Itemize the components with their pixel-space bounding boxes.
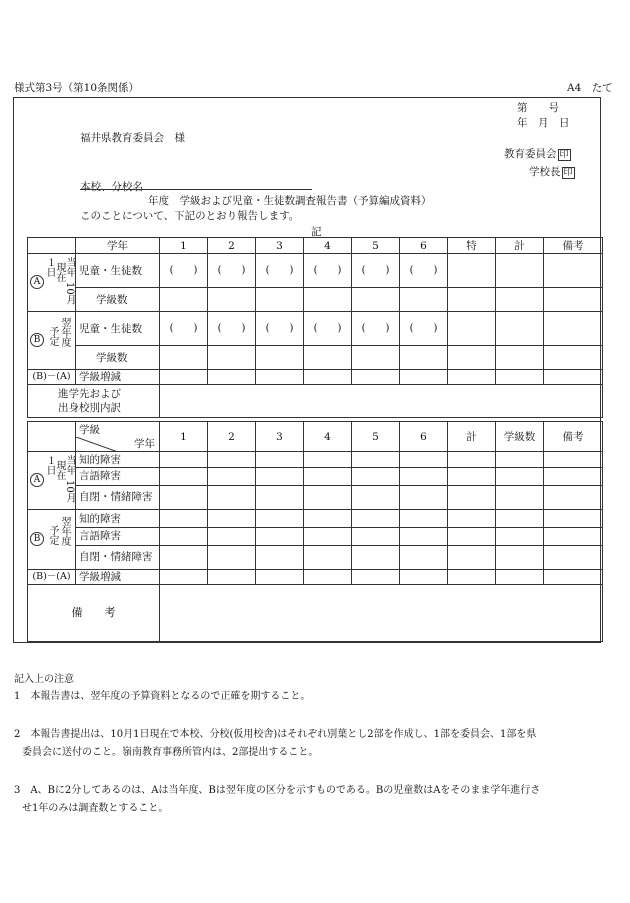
input-cell[interactable] xyxy=(304,346,352,370)
input-cell[interactable] xyxy=(448,254,496,288)
input-cell[interactable] xyxy=(496,288,544,312)
header-cell: 6 xyxy=(400,422,448,452)
input-cell[interactable] xyxy=(160,528,208,545)
input-cell[interactable] xyxy=(544,288,603,312)
input-cell[interactable] xyxy=(496,468,544,485)
input-cell[interactable] xyxy=(208,570,256,585)
row-label: 学級数 xyxy=(76,288,160,312)
vertical-text: １日 xyxy=(44,455,55,475)
vertical-text: 予定 xyxy=(47,326,58,346)
input-cell[interactable] xyxy=(400,545,448,569)
input-cell[interactable] xyxy=(352,254,400,288)
input-cell[interactable] xyxy=(256,570,304,585)
input-cell[interactable] xyxy=(256,288,304,312)
table-row xyxy=(28,468,603,485)
vertical-text: 予定 xyxy=(47,525,58,545)
remarks-input[interactable] xyxy=(160,585,603,642)
input-cell[interactable] xyxy=(160,570,208,585)
vertical-text: 翌年度 xyxy=(59,516,70,546)
destination-label xyxy=(28,385,160,418)
input-cell[interactable] xyxy=(160,254,208,288)
input-cell[interactable] xyxy=(544,545,603,569)
input-cell[interactable] xyxy=(352,346,400,370)
vertical-text: 現在 xyxy=(54,262,65,282)
input-cell[interactable] xyxy=(352,452,400,468)
input-cell[interactable] xyxy=(304,312,352,346)
paren-input[interactable]: ( ) xyxy=(361,265,390,276)
group-b-mark: B xyxy=(30,532,44,546)
paren-input[interactable]: ( ) xyxy=(217,265,246,276)
row-label: 自閉・情緒障害 xyxy=(76,545,160,569)
row-label: 自閉・情緒障害 xyxy=(76,485,160,509)
row-label: 学級数 xyxy=(76,346,160,370)
header-cell: 備考 xyxy=(544,422,603,452)
header-cell: 特 xyxy=(448,238,496,254)
input-cell[interactable] xyxy=(352,485,400,509)
group-a-label xyxy=(28,254,76,312)
input-cell[interactable] xyxy=(208,545,256,569)
input-cell[interactable] xyxy=(256,452,304,468)
paren-input[interactable]: ( ) xyxy=(409,265,438,276)
header-cell: 1 xyxy=(160,422,208,452)
input-cell[interactable] xyxy=(496,570,544,585)
row-label: 言語障害 xyxy=(76,468,160,485)
header-cell: 6 xyxy=(400,238,448,254)
input-cell[interactable] xyxy=(496,370,544,385)
special-class-table xyxy=(27,421,603,642)
input-cell[interactable] xyxy=(544,254,603,288)
input-cell[interactable] xyxy=(544,370,603,385)
input-cell[interactable] xyxy=(448,510,496,528)
table2-corner xyxy=(28,422,76,452)
header-cell: 1 xyxy=(160,238,208,254)
input-cell[interactable] xyxy=(256,510,304,528)
input-cell[interactable] xyxy=(208,528,256,545)
sender-principal-label: 学校長 xyxy=(529,166,561,178)
input-cell[interactable] xyxy=(160,312,208,346)
input-cell[interactable] xyxy=(304,570,352,585)
header-cell: 計 xyxy=(496,238,544,254)
input-cell[interactable] xyxy=(352,468,400,485)
input-cell[interactable] xyxy=(448,468,496,485)
input-cell[interactable] xyxy=(160,370,208,385)
input-cell[interactable] xyxy=(496,254,544,288)
input-cell[interactable] xyxy=(400,570,448,585)
diag-top-label: 学年 xyxy=(134,437,155,450)
input-cell[interactable] xyxy=(544,468,603,485)
input-cell[interactable] xyxy=(256,254,304,288)
input-cell[interactable] xyxy=(400,312,448,346)
input-cell[interactable] xyxy=(496,510,544,528)
input-cell[interactable] xyxy=(160,510,208,528)
input-cell[interactable] xyxy=(256,545,304,569)
input-cell[interactable] xyxy=(352,570,400,585)
input-cell[interactable] xyxy=(400,370,448,385)
input-cell[interactable] xyxy=(352,370,400,385)
note-1: 1 本報告書は、翌年度の予算資料となるので正確を期すること。 xyxy=(14,691,311,702)
table-row xyxy=(28,385,603,418)
input-cell[interactable] xyxy=(352,510,400,528)
row-label: 知的障害 xyxy=(76,452,160,468)
row-label: 知的障害 xyxy=(76,510,160,528)
table-row xyxy=(28,528,603,545)
input-cell[interactable] xyxy=(544,346,603,370)
sender-board xyxy=(504,146,571,161)
table-row xyxy=(28,545,603,569)
paren-input[interactable]: ( ) xyxy=(313,323,342,334)
input-cell[interactable] xyxy=(256,346,304,370)
notes-title: 記入上の注意 xyxy=(14,674,74,685)
table-row xyxy=(28,452,603,468)
report-title: 年度 学級および児童・生徒数調査報告書（予算編成資料） xyxy=(148,195,432,207)
input-cell[interactable] xyxy=(304,288,352,312)
input-cell[interactable] xyxy=(208,370,256,385)
note-2-line-1: 2 本報告書提出は、10月1日現在で本校、分校(仮用校舎)はそれぞれ別葉とし2部を作成し、1部を委員会、1部を県 xyxy=(14,729,537,740)
input-cell[interactable] xyxy=(448,485,496,509)
remarks-label: 備 考 xyxy=(28,585,160,642)
header-cell: 計 xyxy=(448,422,496,452)
input-cell[interactable] xyxy=(496,545,544,569)
input-cell[interactable] xyxy=(208,312,256,346)
input-cell[interactable] xyxy=(208,254,256,288)
input-cell[interactable] xyxy=(208,510,256,528)
group-b-mark: B xyxy=(30,333,44,347)
input-cell[interactable] xyxy=(400,485,448,509)
header-cell: 学級数 xyxy=(496,422,544,452)
doc-number-line: 第 号 xyxy=(517,102,559,114)
input-cell[interactable] xyxy=(400,452,448,468)
input-cell[interactable] xyxy=(496,452,544,468)
input-cell[interactable] xyxy=(256,312,304,346)
input-cell[interactable] xyxy=(160,346,208,370)
table-row xyxy=(28,254,603,288)
vertical-text: １日 xyxy=(44,257,55,277)
input-cell[interactable] xyxy=(352,312,400,346)
row-label: 学級増減 xyxy=(76,370,160,385)
input-cell[interactable] xyxy=(160,288,208,312)
input-cell[interactable] xyxy=(544,528,603,545)
vertical-text: 10月 xyxy=(64,480,75,503)
header-cell: 3 xyxy=(256,238,304,254)
input-cell[interactable] xyxy=(352,528,400,545)
input-cell[interactable] xyxy=(160,452,208,468)
ki-label: 記 xyxy=(311,226,322,238)
destination-line: 出身校別内訳 xyxy=(58,402,121,414)
paren-input[interactable]: ( ) xyxy=(265,323,294,334)
input-cell[interactable] xyxy=(400,510,448,528)
table-row xyxy=(28,346,603,370)
input-cell[interactable] xyxy=(208,346,256,370)
input-cell[interactable] xyxy=(448,312,496,346)
input-cell[interactable] xyxy=(544,312,603,346)
input-cell[interactable] xyxy=(208,452,256,468)
input-cell[interactable] xyxy=(496,485,544,509)
destination-input[interactable] xyxy=(160,385,603,418)
input-cell[interactable] xyxy=(400,346,448,370)
addressee: 福井県教育委員会 様 xyxy=(80,132,185,144)
paren-input[interactable]: ( ) xyxy=(265,265,294,276)
header-cell: 5 xyxy=(352,422,400,452)
note-2-line-2: 委員会に送付のこと。嶺南教育事務所管内は、2部提出すること。 xyxy=(22,747,319,758)
table-row xyxy=(28,312,603,346)
destination-line: 進学先および xyxy=(58,388,121,400)
row-label: 学級増減 xyxy=(76,570,160,585)
input-cell[interactable] xyxy=(400,288,448,312)
vertical-text: 当年 xyxy=(64,257,75,277)
input-cell[interactable] xyxy=(544,570,603,585)
table1-header-row xyxy=(28,238,603,254)
input-cell[interactable] xyxy=(304,528,352,545)
diff-label: (B)－(A) xyxy=(28,370,76,385)
paren-input[interactable]: ( ) xyxy=(409,323,438,334)
input-cell[interactable] xyxy=(448,570,496,585)
input-cell[interactable] xyxy=(352,545,400,569)
input-cell[interactable] xyxy=(544,510,603,528)
header-cell: 3 xyxy=(256,422,304,452)
input-cell[interactable] xyxy=(208,485,256,509)
diagonal-header xyxy=(76,422,160,452)
school-name-underline xyxy=(80,189,312,190)
header-cell: 備考 xyxy=(544,238,603,254)
table-row xyxy=(28,485,603,509)
input-cell[interactable] xyxy=(160,545,208,569)
table-row xyxy=(28,510,603,528)
input-cell[interactable] xyxy=(544,452,603,468)
header-cell: 学年 xyxy=(76,238,160,254)
input-cell[interactable] xyxy=(256,528,304,545)
input-cell[interactable] xyxy=(448,545,496,569)
paren-input[interactable]: ( ) xyxy=(361,323,390,334)
input-cell[interactable] xyxy=(160,468,208,485)
date-line: 年 月 日 xyxy=(517,117,570,129)
seal-stamp: 印 xyxy=(559,150,569,160)
paren-input[interactable]: ( ) xyxy=(217,323,246,334)
table-row xyxy=(28,585,603,642)
vertical-text: 現在 xyxy=(54,460,65,480)
input-cell[interactable] xyxy=(448,346,496,370)
row-label: 児童・生徒数 xyxy=(76,254,160,288)
header-cell: 2 xyxy=(208,238,256,254)
row-label: 児童・生徒数 xyxy=(76,312,160,346)
input-cell[interactable] xyxy=(448,452,496,468)
group-b-label xyxy=(28,312,76,370)
table-row xyxy=(28,370,603,385)
input-cell[interactable] xyxy=(496,528,544,545)
row-label: 言語障害 xyxy=(76,528,160,545)
vertical-text: 10月 xyxy=(64,282,75,305)
group-b-label xyxy=(28,510,76,570)
table1-corner xyxy=(28,238,76,254)
table-row xyxy=(28,570,603,585)
input-cell[interactable] xyxy=(448,288,496,312)
input-cell[interactable] xyxy=(304,545,352,569)
group-a-mark: A xyxy=(30,473,44,487)
header-cell: 4 xyxy=(304,422,352,452)
input-cell[interactable] xyxy=(448,528,496,545)
input-cell[interactable] xyxy=(544,485,603,509)
input-cell[interactable] xyxy=(304,254,352,288)
input-cell[interactable] xyxy=(400,528,448,545)
input-cell[interactable] xyxy=(400,468,448,485)
sender-principal xyxy=(529,164,575,179)
vertical-text: 当年 xyxy=(64,455,75,475)
input-cell[interactable] xyxy=(496,346,544,370)
student-count-table xyxy=(27,237,603,418)
diff-label: (B)－(A) xyxy=(28,570,76,585)
input-cell[interactable] xyxy=(256,485,304,509)
input-cell[interactable] xyxy=(400,254,448,288)
paper-size: A4 たて xyxy=(567,82,613,94)
input-cell[interactable] xyxy=(208,288,256,312)
vertical-text: 翌年度 xyxy=(59,317,70,347)
input-cell[interactable] xyxy=(304,452,352,468)
input-cell[interactable] xyxy=(160,485,208,509)
school-name-label: 本校、分校名 xyxy=(80,181,143,193)
note-3-line-2: せ1年のみは調査数とすること。 xyxy=(22,803,169,814)
input-cell[interactable] xyxy=(448,370,496,385)
sender-board-label: 教育委員会 xyxy=(504,148,557,160)
note-3-line-1: 3 A、Bに2分してあるのは、Aは当年度、Bは翌年度の区分を示すものである。Bの児童数はAをそのまま学年進行さ xyxy=(14,785,541,796)
header-cell: 5 xyxy=(352,238,400,254)
input-cell[interactable] xyxy=(496,312,544,346)
input-cell[interactable] xyxy=(208,468,256,485)
input-cell[interactable] xyxy=(304,468,352,485)
paren-input[interactable]: ( ) xyxy=(169,265,198,276)
diag-bottom-label: 学級 xyxy=(79,423,100,436)
paren-input[interactable]: ( ) xyxy=(313,265,342,276)
table2-header-row xyxy=(28,422,603,452)
table-row xyxy=(28,288,603,312)
input-cell[interactable] xyxy=(304,510,352,528)
input-cell[interactable] xyxy=(304,370,352,385)
group-a-label xyxy=(28,452,76,510)
intro-text: このことについて、下記のとおり報告します。 xyxy=(80,210,300,222)
seal-stamp: 印 xyxy=(563,168,573,178)
input-cell[interactable] xyxy=(352,288,400,312)
input-cell[interactable] xyxy=(256,370,304,385)
header-cell: 2 xyxy=(208,422,256,452)
input-cell[interactable] xyxy=(304,485,352,509)
form-number: 様式第3号（第10条関係） xyxy=(14,82,140,94)
header-cell: 4 xyxy=(304,238,352,254)
group-a-mark: A xyxy=(30,275,44,289)
input-cell[interactable] xyxy=(256,468,304,485)
paren-input[interactable]: ( ) xyxy=(169,323,198,334)
